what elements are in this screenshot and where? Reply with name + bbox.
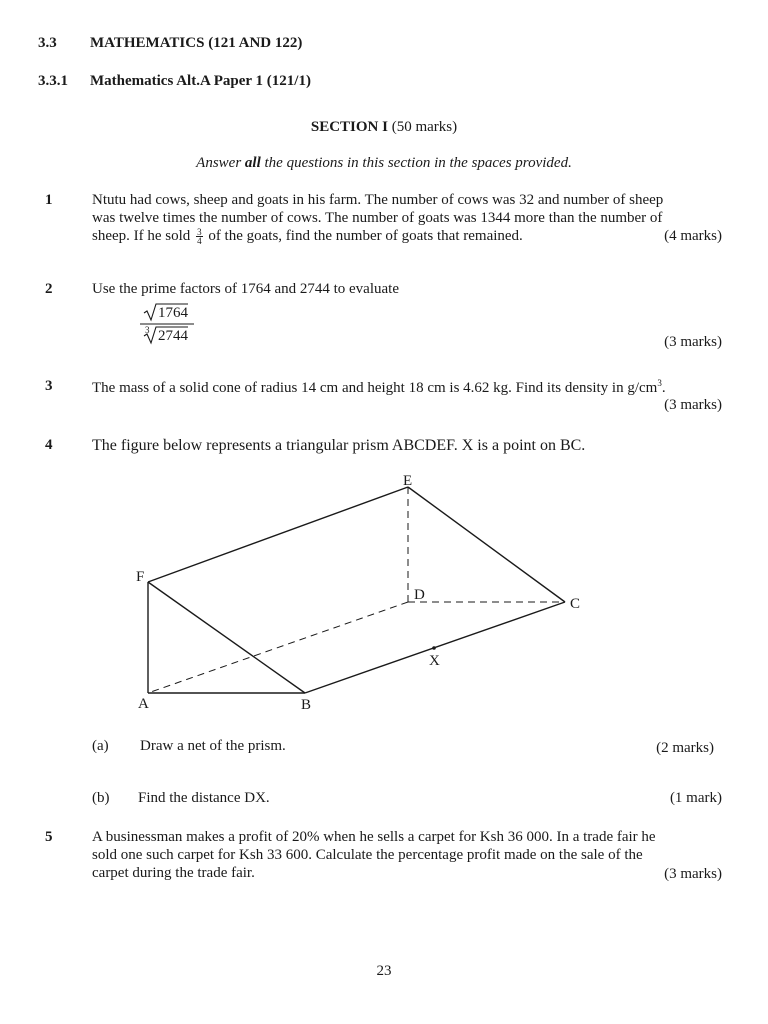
question-number: 1 xyxy=(45,192,53,208)
vertex-label-e: E xyxy=(403,473,413,489)
part-label: (b) xyxy=(92,790,110,806)
question-text: of the goats, find the number of goats that remained. xyxy=(208,228,523,244)
superscript: 3 xyxy=(657,378,662,388)
instructions-bold: all xyxy=(244,155,261,171)
question-text-line: A businessman makes a profit of 20% when he sells a carpet for Ksh 36 000. In a trade fair he xyxy=(92,829,656,845)
edge-da-hidden xyxy=(148,602,408,693)
question-number: 3 xyxy=(45,378,53,394)
fraction-denominator: 4 xyxy=(197,236,202,247)
edge-fb xyxy=(148,582,305,693)
root-index: 3 xyxy=(145,325,150,335)
section-heading-bold: SECTION I xyxy=(310,119,388,135)
prism-figure xyxy=(0,460,768,720)
question-text-line: carpet during the trade fair. xyxy=(92,865,255,881)
section-heading xyxy=(0,119,768,136)
question-text: The figure below represents a triangular prism ABCDEF. X is a point on BC. xyxy=(92,437,586,454)
question-text-line: Ntutu had cows, sheep and goats in his farm. The number of cows was 32 and number of sheep xyxy=(92,192,664,208)
edge-ec xyxy=(408,487,565,602)
section-title: MATHEMATICS (121 AND 122) xyxy=(90,35,303,51)
fraction-numerator: 3 xyxy=(197,227,202,238)
section-heading-marks: (50 marks) xyxy=(387,119,458,135)
point-label-x: X xyxy=(429,653,440,669)
marks-label: (3 marks) xyxy=(664,334,722,350)
part-label: (a) xyxy=(92,738,109,754)
marks-label: (3 marks) xyxy=(664,397,722,413)
question-number: 2 xyxy=(45,281,53,297)
vertex-label-f: F xyxy=(136,569,145,585)
question-text xyxy=(92,378,666,397)
radicand-top: 1764 xyxy=(158,305,188,321)
section-instructions xyxy=(0,155,768,172)
part-text: Find the distance DX. xyxy=(138,790,270,806)
instructions-post: the questions in this section in the spaces provided. xyxy=(260,155,572,171)
question-number: 4 xyxy=(45,437,53,453)
question-text-end: . xyxy=(661,380,666,396)
subsection-title: Mathematics Alt.A Paper 1 (121/1) xyxy=(90,73,311,89)
edge-fe xyxy=(148,487,408,582)
question-text-line: was twelve times the number of cows. The number of goats was 1344 more than the number of xyxy=(92,210,663,226)
part-text: Draw a net of the prism. xyxy=(140,738,286,754)
page-number: 23 xyxy=(376,963,392,979)
question-text: Use the prime factors of 1764 and 2744 to evaluate xyxy=(92,281,399,297)
question-text-line xyxy=(92,228,523,245)
vertex-label-b: B xyxy=(301,697,312,713)
marks-label: (4 marks) xyxy=(664,228,722,244)
question-text: sheep. If he sold xyxy=(92,228,191,244)
radicand-bottom: 2744 xyxy=(158,328,188,344)
marks-label: (1 mark) xyxy=(669,790,722,806)
vertex-label-c: C xyxy=(570,596,581,612)
point-x-marker xyxy=(432,646,436,650)
marks-label: (3 marks) xyxy=(664,866,722,882)
radical-expression xyxy=(138,300,210,348)
fraction xyxy=(196,228,203,245)
subsection-number: 3.3.1 xyxy=(38,73,68,89)
vertex-label-d: D xyxy=(414,587,425,603)
question-text-line: sold one such carpet for Ksh 33 600. Calculate the percentage profit made on the sale of the xyxy=(92,847,643,863)
instructions-pre: Answer xyxy=(196,155,245,171)
question-number: 5 xyxy=(45,829,53,845)
marks-label: (2 marks) xyxy=(656,740,714,756)
section-number: 3.3 xyxy=(38,35,57,51)
question-text-main: The mass of a solid cone of radius 14 cm and height 18 cm is 4.62 kg. Find its density in g/cm xyxy=(92,380,658,396)
vertex-label-a: A xyxy=(138,696,149,712)
